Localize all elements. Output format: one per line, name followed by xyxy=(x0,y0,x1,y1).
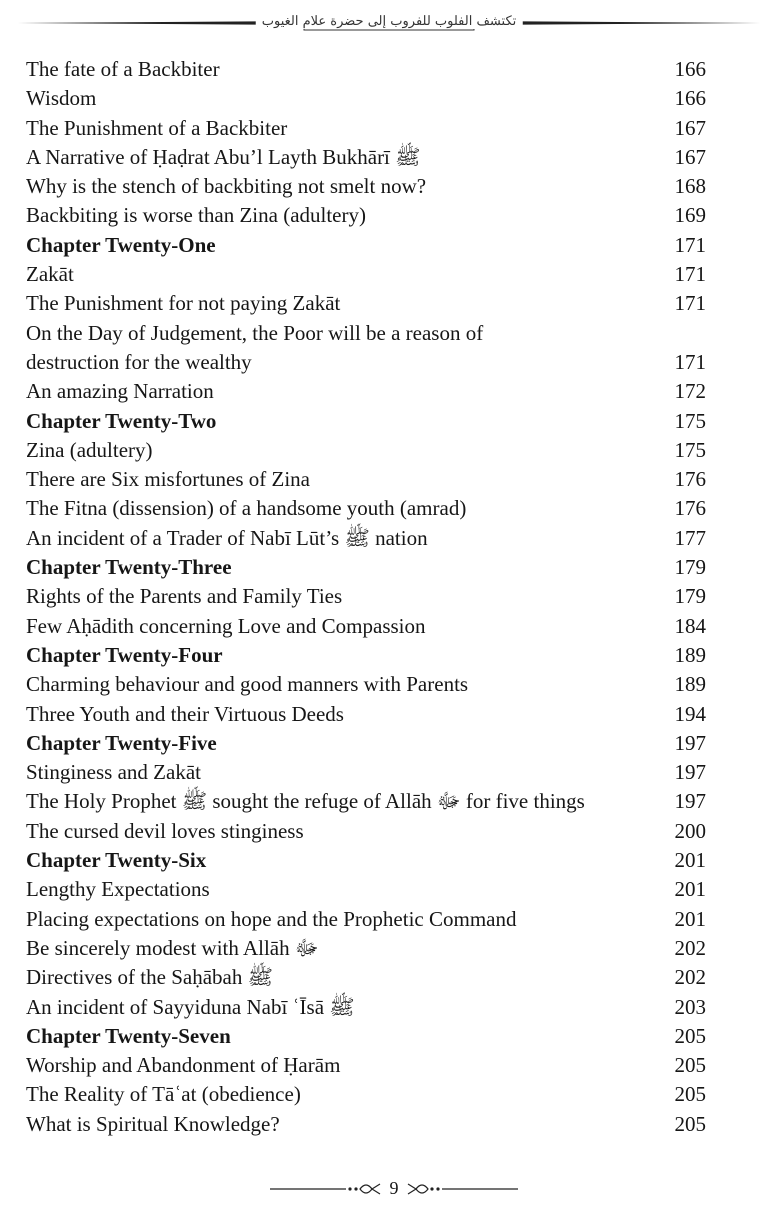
entry-page-number: 201 xyxy=(674,848,706,873)
entry-page-number: 202 xyxy=(674,935,706,960)
entry-title: The Punishment for not paying Zakāt xyxy=(26,291,341,316)
entry-title: Why is the stench of backbiting not smelt now? xyxy=(26,174,427,199)
entry-page-number: 201 xyxy=(674,877,706,902)
entry-page-number: 205 xyxy=(674,1023,706,1048)
entry-page-number: 175 xyxy=(674,437,706,462)
toc-chapter-heading xyxy=(26,846,706,875)
entry-page-number: 205 xyxy=(674,1053,706,1078)
chapter-title: Chapter Twenty-Six xyxy=(26,848,207,873)
table-of-contents xyxy=(26,55,706,1139)
chapter-title: Chapter Twenty-Two xyxy=(26,408,217,433)
entry-page-number: 176 xyxy=(674,467,706,492)
entry-title: The Fitna (dissension) of a handsome youth (amrad) xyxy=(26,496,467,521)
toc-entry xyxy=(26,817,706,846)
toc-entry xyxy=(26,289,706,318)
entry-page-number: 166 xyxy=(674,86,706,111)
entry-title: The Reality of Tāʿat (obedience) xyxy=(26,1082,301,1107)
entry-title: An amazing Narration xyxy=(26,379,214,404)
page-footer-ornament xyxy=(270,1176,518,1202)
toc-chapter-heading xyxy=(26,231,706,260)
toc-entry xyxy=(26,172,706,201)
entry-title: Rights of the Parents and Family Ties xyxy=(26,584,343,609)
entry-page-number: 167 xyxy=(674,115,706,140)
entry-title: Stinginess and Zakāt xyxy=(26,760,201,785)
entry-page-number: 189 xyxy=(674,642,706,667)
toc-entry xyxy=(26,260,706,289)
entry-page-number: 171 xyxy=(674,291,706,316)
toc-entry xyxy=(26,319,706,378)
entry-title: The fate of a Backbiter xyxy=(26,57,220,81)
toc-chapter-heading xyxy=(26,553,706,582)
entry-page-number: 205 xyxy=(674,1082,706,1107)
toc-entry xyxy=(26,1110,706,1139)
entry-page-number: 167 xyxy=(674,144,706,169)
toc-entry xyxy=(26,787,706,816)
toc-chapter-heading xyxy=(26,729,706,758)
toc-entry xyxy=(26,84,706,113)
entry-title: Worship and Abandonment of Ḥarām xyxy=(26,1053,341,1078)
entry-title: Lengthy Expectations xyxy=(26,877,210,902)
toc-entry xyxy=(26,905,706,934)
entry-title: The cursed devil loves stinginess xyxy=(26,818,304,843)
toc-entry xyxy=(26,114,706,143)
toc-entry xyxy=(26,201,706,230)
entry-page-number: 203 xyxy=(674,994,706,1019)
entry-page-number: 172 xyxy=(674,379,706,404)
page-header-ornament xyxy=(18,10,760,36)
entry-title: Few Aḥādith concerning Love and Compassion xyxy=(26,613,426,638)
entry-title: Zina (adultery) xyxy=(26,437,153,462)
entry-page-number: 184 xyxy=(674,613,706,638)
entry-page-number: 171 xyxy=(674,262,706,287)
toc-entry xyxy=(26,143,706,172)
page-number: 9 xyxy=(386,1178,403,1199)
entry-page-number: 168 xyxy=(674,174,706,199)
entry-page-number: 197 xyxy=(674,760,706,785)
toc-entry xyxy=(26,670,706,699)
toc-entry xyxy=(26,700,706,729)
toc-entry xyxy=(26,758,706,787)
toc-entry xyxy=(26,494,706,523)
toc-chapter-heading xyxy=(26,1022,706,1051)
chapter-title: Chapter Twenty-One xyxy=(26,232,216,257)
entry-page-number: 177 xyxy=(674,525,706,550)
toc-entry xyxy=(26,875,706,904)
entry-title: Backbiting is worse than Zina (adultery) xyxy=(26,203,366,228)
entry-page-number: 171 xyxy=(674,349,706,374)
entry-title: Be sincerely modest with Allāh ﷻ xyxy=(26,935,319,960)
toc-entry xyxy=(26,934,706,963)
entry-title: What is Spiritual Knowledge? xyxy=(26,1111,280,1136)
entry-page-number: 205 xyxy=(674,1111,706,1136)
entry-title: Directives of the Saḥābah ﷺ xyxy=(26,965,273,990)
entry-page-number: 202 xyxy=(674,965,706,990)
entry-page-number: 189 xyxy=(674,672,706,697)
toc-entry xyxy=(26,377,706,406)
entry-page-number: 175 xyxy=(674,408,706,433)
toc-entry xyxy=(26,465,706,494)
toc-entry xyxy=(26,993,706,1022)
entry-title: Wisdom xyxy=(26,86,97,111)
chapter-title: Chapter Twenty-Five xyxy=(26,730,217,755)
toc-entry xyxy=(26,582,706,611)
toc-entry xyxy=(26,1051,706,1080)
chapter-title: Chapter Twenty-Four xyxy=(26,642,223,667)
entry-page-number: 166 xyxy=(674,57,706,81)
toc-entry xyxy=(26,612,706,641)
entry-title: The Holy Prophet ﷺ sought the refuge of Allāh ﷻ for five things xyxy=(26,789,585,814)
toc-entry xyxy=(26,963,706,992)
entry-page-number: 179 xyxy=(674,584,706,609)
entry-title: On the Day of Judgement, the Poor will be a reason of destruction for the wealthy xyxy=(26,320,484,374)
entry-title: Placing expectations on hope and the Prophetic Command xyxy=(26,906,517,931)
entry-page-number: 197 xyxy=(674,730,706,755)
toc-entry xyxy=(26,436,706,465)
entry-page-number: 176 xyxy=(674,496,706,521)
toc-entry xyxy=(26,524,706,553)
entry-page-number: 171 xyxy=(674,232,706,257)
entry-page-number: 179 xyxy=(674,555,706,580)
entry-page-number: 169 xyxy=(674,203,706,228)
header-title: تكتشف الفلوب للفروب إلى حضرة علام الغيوب xyxy=(256,14,523,29)
entry-title: There are Six misfortunes of Zina xyxy=(26,467,310,492)
entry-title: Three Youth and their Virtuous Deeds xyxy=(26,701,344,726)
toc-chapter-heading xyxy=(26,407,706,436)
chapter-title: Chapter Twenty-Three xyxy=(26,555,232,580)
entry-page-number: 194 xyxy=(674,701,706,726)
toc-entry xyxy=(26,55,706,84)
entry-title: Charming behaviour and good manners with Parents xyxy=(26,672,469,697)
entry-title: A Narrative of Ḥaḍrat Abu’l Layth Bukhārī ﷺ xyxy=(26,144,421,169)
entry-page-number: 197 xyxy=(674,789,706,814)
entry-title: An incident of Sayyiduna Nabī ʿĪsā ﷺ xyxy=(26,994,355,1019)
entry-page-number: 201 xyxy=(674,906,706,931)
entry-title: The Punishment of a Backbiter xyxy=(26,115,288,140)
toc-chapter-heading xyxy=(26,641,706,670)
entry-title: An incident of a Trader of Nabī Lūt’s ﷺ nation xyxy=(26,525,428,550)
toc-entry xyxy=(26,1080,706,1109)
entry-page-number: 200 xyxy=(674,818,706,843)
entry-title: Zakāt xyxy=(26,262,74,287)
chapter-title: Chapter Twenty-Seven xyxy=(26,1023,231,1048)
